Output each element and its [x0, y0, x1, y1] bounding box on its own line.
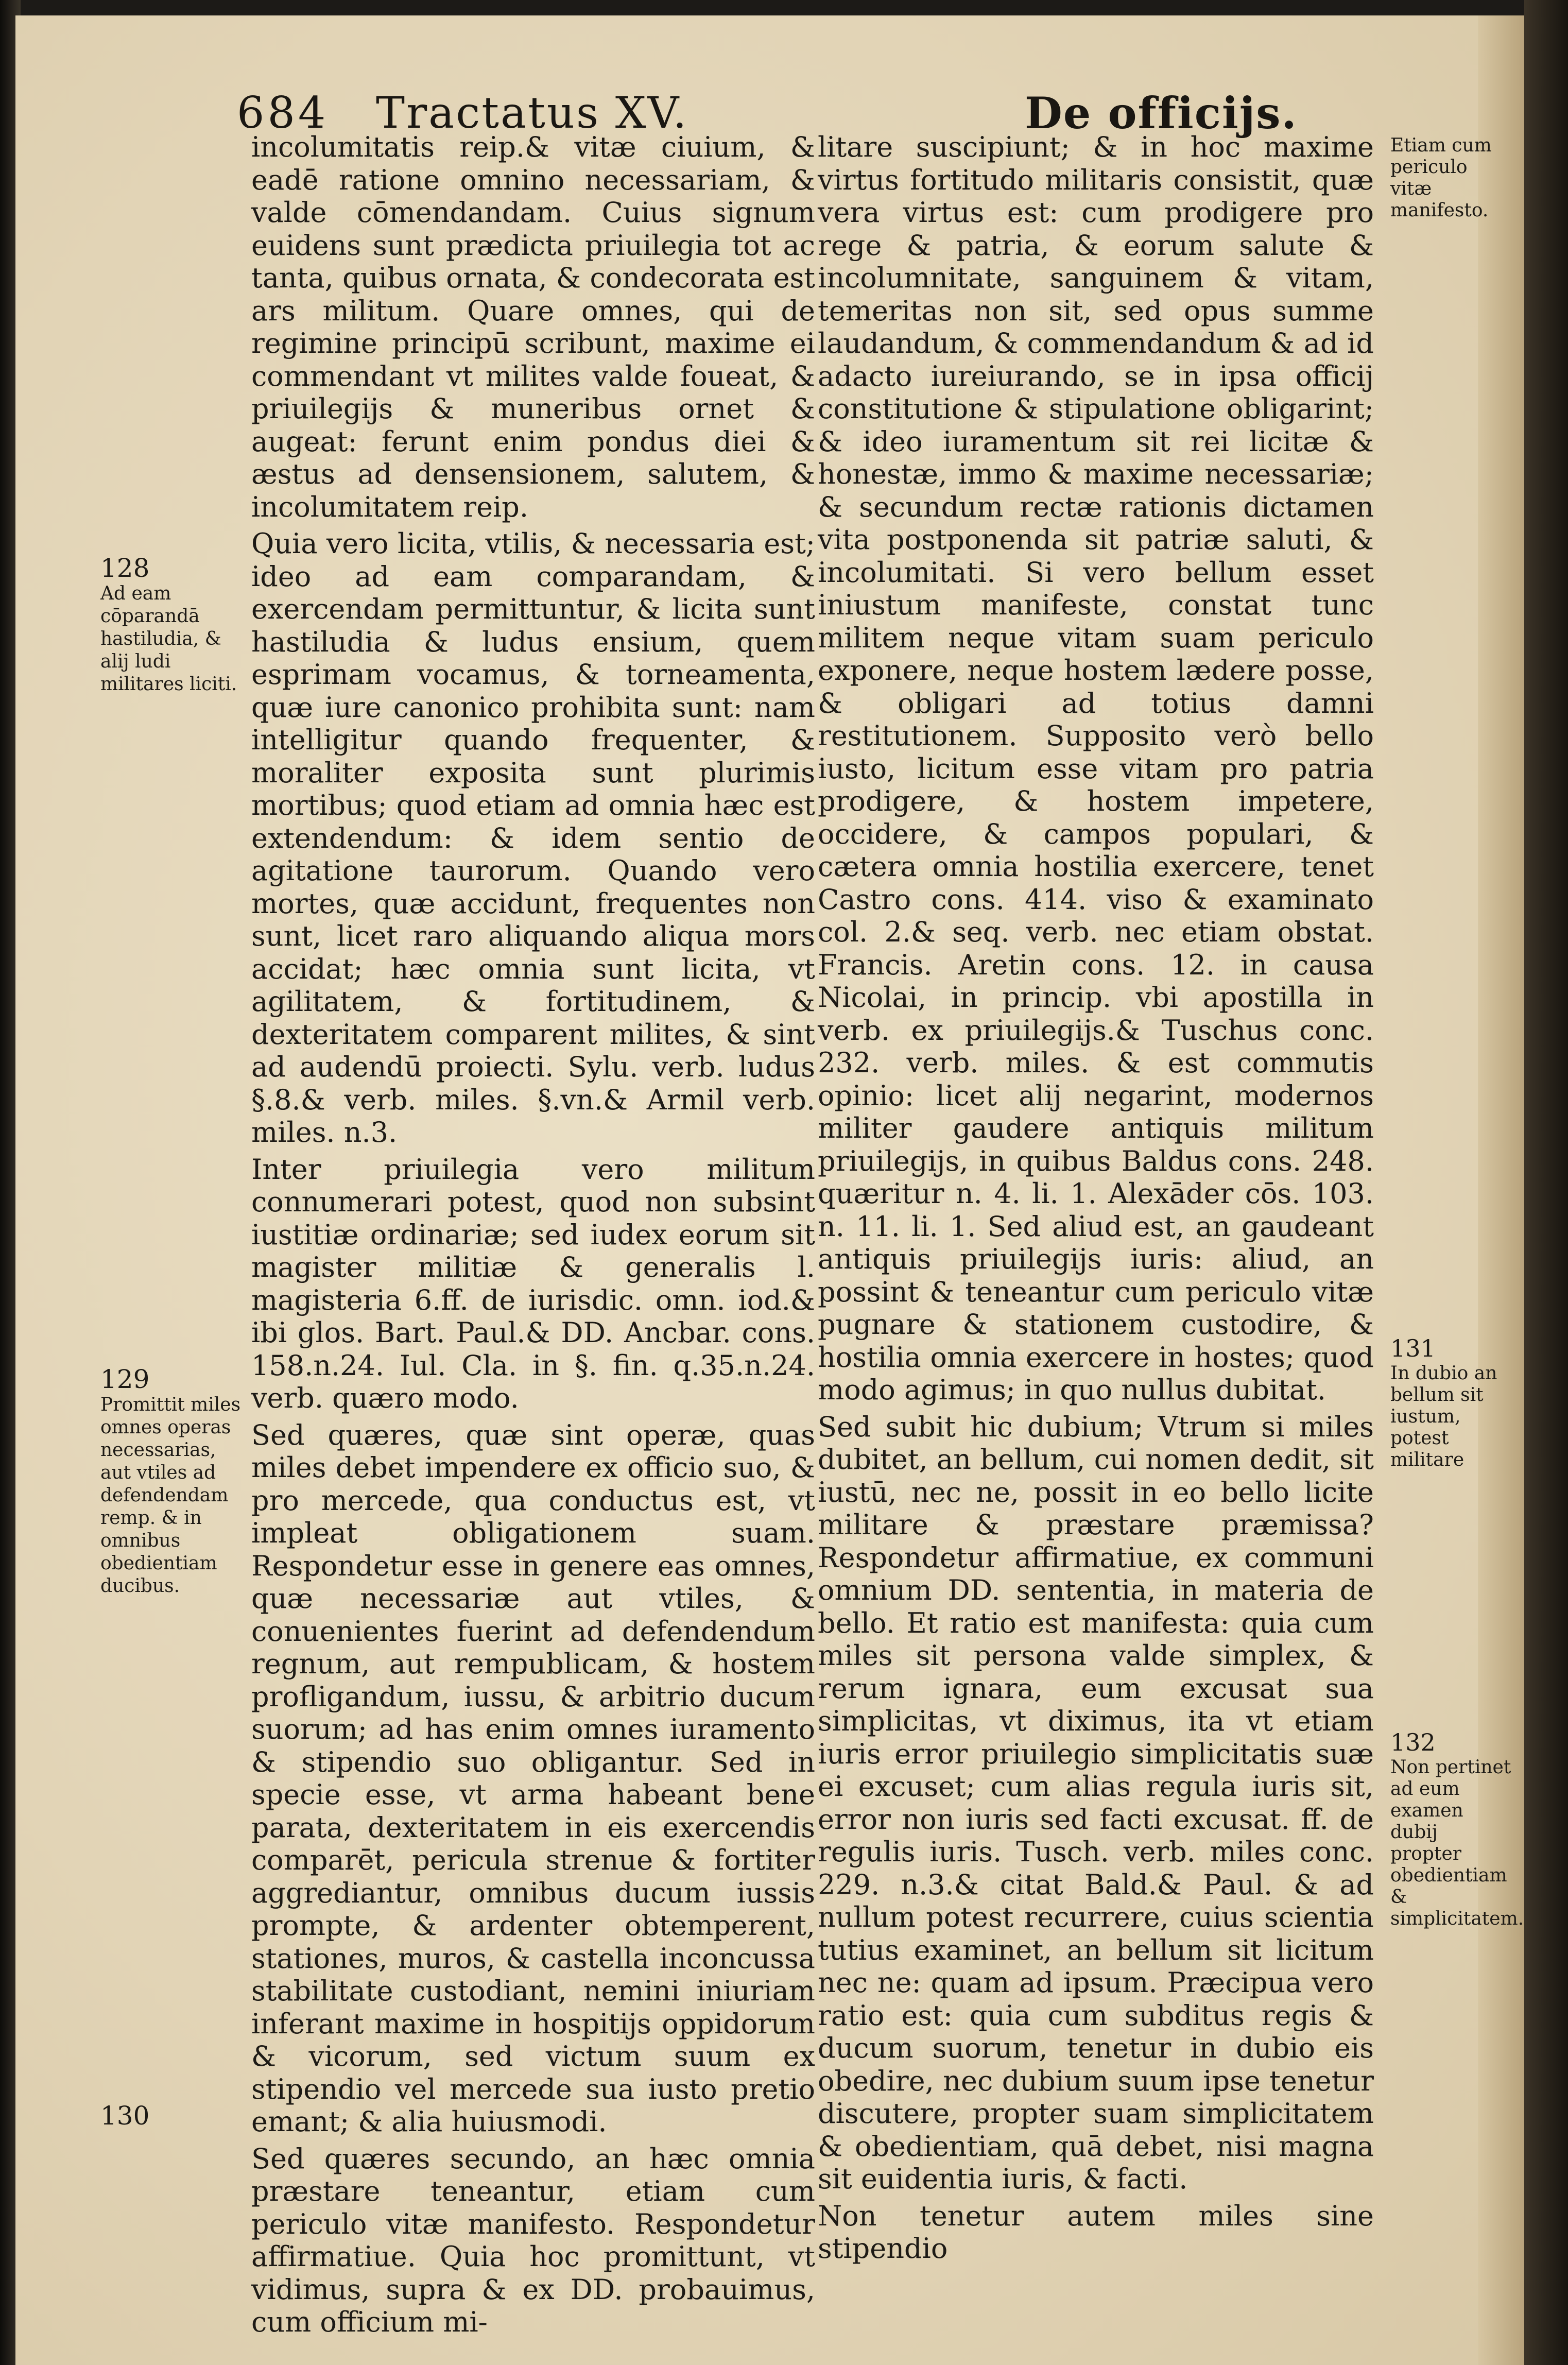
left-paragraph: Quia vero licita, vtilis, & necessaria est; ideo ad eam comparandam, & exercendam permittuntur, & licita sunt hastiludia & ludus ensium, quem esprimam vocamus, & torneamenta, quæ iure canonico prohibita sunt: nam intelligitur quando frequenter, & moraliter exposita sunt plurimis mortibus; quod etiam ad omnia hæc est extendendum: & idem sentio de agitatione taurorum. Quando vero mortes, quæ accidunt, frequentes non sunt, licet raro aliquando aliqua mors accidat; hæc omnia sunt licita, vt agilitatem, & fortitudinem, & dexteritatem comparent milites, & sint ad audendū proiecti. Sylu. verb. ludus §.8.& verb. miles. §.vn.& Armil verb. miles. n.3. [251, 527, 815, 1149]
right-paragraph: Sed subit hic dubium; Vtrum si miles dubitet, an bellum, cui nomen dedit, sit iustū, nec ne, possit in eo bello licite militare & præstare præmissa? Respondetur affirmatiue, ex communi omnium DD. sententia, in materia de bello. Et ratio est manifesta: quia cum miles sit persona valde simplex, & rerum ignara, eum excusat sua simplicitas, vt diximus, ita vt etiam iuris error priuilegio simplicitatis suæ ei excuset; cum alias regula iuris sit, error non iuris sed facti excusat. ff. de regulis iuris. Tusch. verb. miles conc. 229. n.3.& citat Bald.& Paul. & ad nullum potest recurrere, cuius scientia tutius examinet, an bellum sit licitum nec ne: quam ad ipsum. Præcipua vero ratio est: quia cum subditus regis & ducum suorum, tenetur in dubio eis obedire, nec dubium suum ipse tenetur discutere, propter suam simplicitatem & obedientiam, quā debet, nisi magna sit euidentia iuris, & facti. [818, 1410, 1374, 2195]
left-paragraph: Inter priuilegia vero militum connumerari potest, quod non subsint iustitiæ ordinariæ; sed iudex eorum sit magister militiæ & generalis l. magisteria 6.ff. de iurisdic. omn. iod.& ibi glos. Bart. Paul.& DD. Ancbar. cons. 158.n.24. Iul. Cla. in §. fin. q.35.n.24. verb. quæro modo. [251, 1153, 815, 1414]
margin-note-130 [100, 2101, 252, 2130]
right-text-column [818, 131, 1374, 2265]
margin-note-number: 131 [1390, 1334, 1436, 1362]
margin-note-132 [1390, 1728, 1524, 1930]
margin-note-number: 128 [100, 553, 150, 583]
margin-note-text: Ad eam cōparandā hastiludia, & alij ludi militares liciti. [100, 583, 237, 695]
margin-note-129 [100, 1365, 252, 1598]
left-paragraph: Sed quæres secundo, an hæc omnia præstare teneantur, etiam cum periculo vitæ manifesto. Respondetur affirmatiue. Quia hoc promittunt, vt vidimus, supra & ex DD. probauimus, cum officium mi- [251, 2142, 815, 2338]
adjacent-page-edge [1524, 0, 1568, 2365]
header-left-title: Tractatus XV. [376, 88, 688, 138]
margin-note-128 [100, 554, 252, 696]
margin-note-top-right [1390, 135, 1511, 221]
margin-note-number: 129 [100, 1364, 150, 1394]
right-paragraph: Non tenetur autem miles sine stipendio [818, 2199, 1374, 2265]
right-paragraph: litare suscipiunt; & in hoc maxime virtus fortitudo militaris consistit, quæ vera virtus est: cum prodigere pro rege & patria, & eorum salute & incolumnitate, sanguinem & vitam, temeritas non sit, sed opus summe laudandum, & commendandum & ad id adacto iureiurando, se in ipsa officij constitutione & stipulatione obligarint; & ideo iuramentum sit rei licitæ & honestæ, immo & maxime necessariæ; & secundum rectæ rationis dictamen vita postponenda sit patriæ saluti, & incolumitati. Si vero bellum esset iniustum manifeste, constat tunc militem neque vitam suam periculo exponere, neque hostem lædere posse, & obligari ad totius damni restitutionem. Supposito verò bello iusto, licitum esse vitam pro patria prodigere, & hostem impetere, occidere, & campos populari, & cætera omnia hostilia exercere, tenet Castro cons. 414. viso & examinato col. 2.& seq. verb. nec etiam obstat. Francis. Aretin cons. 12. in causa Nicolai, in princip. vbi apostilla in verb. ex priuilegijs.& Tuschus conc. 232. verb. miles. & est commutis opinio: licet alij negarint, modernos militer gaudere antiquis militum priuilegijs, in quibus Baldus cons. 248. quæritur n. 4. li. 1. Alexāder cōs. 103. n. 11. li. 1. Sed aliud est, an gaudeant antiquis priuilegijs iuris: aliud, an possint & teneantur cum periculo vitæ pugnare & stationem custodire, & hostilia omnia exercere in hostes; quod modo agimus; in quo nullus dubitat. [818, 131, 1374, 1406]
margin-note-text: Non pertinet ad eum examen dubij propter obedientiam & simplicitatem. [1390, 1757, 1524, 1929]
left-paragraph: incolumitatis reip.& vitæ ciuium, & eadē ratione omnino necessariam, & valde cōmendandam. Cuius signum euidens sunt prædicta priuilegia tot ac tanta, quibus ornata, & condecorata est ars militum. Quare omnes, qui de regimine principū scribunt, maxime ei commendant vt milites valde foueat, & priuilegijs & muneribus ornet & augeat: ferunt enim pondus diei & æstus ad densensionem, salutem, & incolumitatem reip. [251, 131, 815, 523]
running-header [221, 77, 1370, 139]
left-paragraph: Sed quæres, quæ sint operæ, quas miles debet impendere ex officio suo, & pro mercede, qua conductus est, vt impleat obligationem suam. Respondetur esse in genere eas omnes, quæ necessariæ aut vtiles, & conuenientes fuerint ad defendendum regnum, aut rempublicam, & hostem profligandum, iussu, & arbitrio ducum suorum; ad has enim omnes iuramento & stipendio suo obligantur. Sed in specie esse, vt arma habeant bene parata, dexteritatem in eis exercendis comparēt, pericula strenue & fortiter aggrediantur, omnibus ducum iussis prompte, & ardenter obtemperent, stationes, muros, & castella inconcussa stabilitate custodiant, nemini iniuriam inferant maxime in hospitijs oppidorum & vicorum, sed victum suum ex stipendio vel mercede sua iusto pretio emant; & alia huiusmodi. [251, 1418, 815, 2138]
page-edge [1478, 15, 1524, 2365]
margin-note-text: In dubio an bellum sit iustum, potest militare [1390, 1363, 1497, 1470]
margin-note-number: 132 [1390, 1728, 1436, 1756]
margin-note-text: Etiam cum periculo vitæ manifesto. [1390, 135, 1492, 221]
margin-note-number: 130 [100, 2101, 150, 2131]
page-number: 684 [237, 88, 329, 138]
header-right-title: De officijs. [1025, 88, 1298, 139]
margin-note-131 [1390, 1334, 1511, 1471]
left-text-column [251, 131, 815, 2339]
margin-note-text: Promittit miles omnes operas necessarias, aut vtiles ad defendendam remp. & in omnibus obedientiam ducibus. [100, 1394, 241, 1597]
